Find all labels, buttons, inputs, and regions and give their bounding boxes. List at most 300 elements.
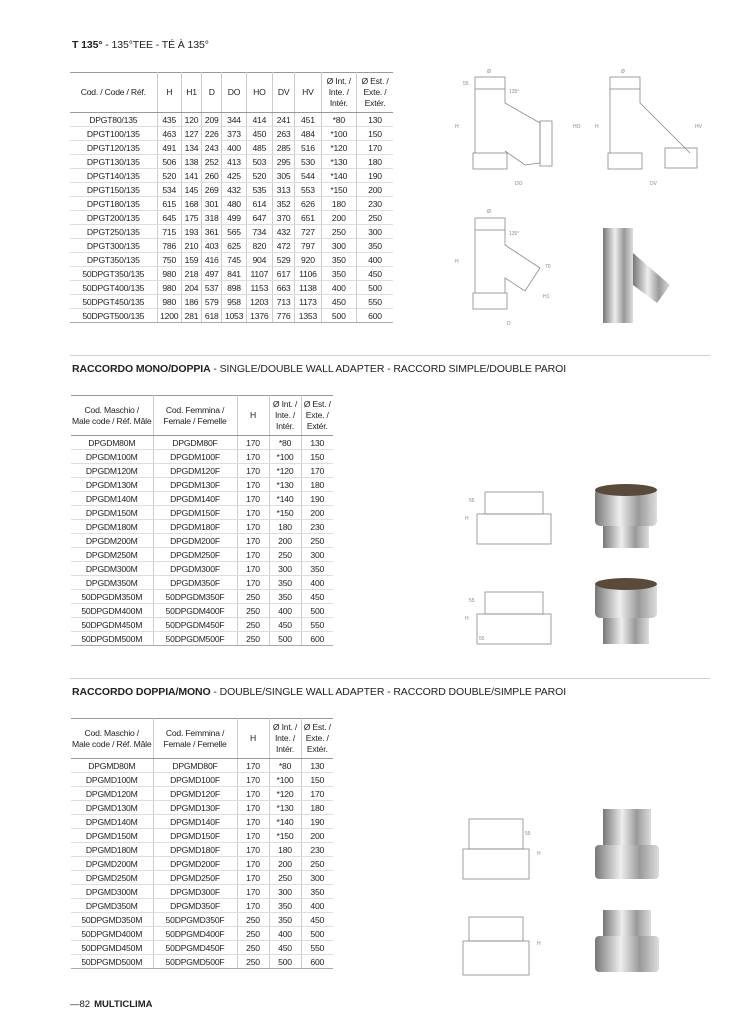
label-branch: 70	[545, 264, 551, 270]
table-cell: 250	[237, 604, 269, 618]
table-cell: 305	[272, 169, 294, 183]
table-cell: *100	[269, 773, 301, 787]
table-cell: 370	[272, 211, 294, 225]
table-cell: 300	[301, 871, 333, 885]
column-header: Cod. Femmina / Female / Femelle	[153, 396, 237, 436]
table-row	[70, 267, 393, 281]
table-row	[71, 618, 333, 632]
table-cell: 150	[301, 773, 333, 787]
table-cell: 190	[301, 492, 333, 506]
table-cell: 127	[181, 127, 201, 141]
table-cell: 715	[157, 225, 181, 239]
table-cell: 530	[295, 155, 321, 169]
table-cell: 190	[301, 815, 333, 829]
column-header: Ø Est. / Exte. / Extér.	[301, 396, 333, 436]
title-rest: - DOUBLE/SINGLE WALL ADAPTER - RACCORD DOUBLE/SIMPLE PAROI	[210, 686, 567, 698]
product-code-cell: DPGMD350M	[71, 899, 153, 913]
table-row	[70, 309, 393, 323]
table-cell: 200	[269, 857, 301, 871]
table-cell: 145	[181, 183, 201, 197]
table-cell: DPGDM250F	[153, 548, 237, 562]
table-cell: *80	[321, 113, 356, 127]
table-cell: *80	[269, 759, 301, 773]
header-row	[71, 719, 333, 759]
table-cell: 499	[222, 211, 246, 225]
table-cell: DPGDM180F	[153, 520, 237, 534]
table-row	[70, 141, 393, 155]
table-cell: 663	[272, 281, 294, 295]
table-cell: 734	[246, 225, 272, 239]
table-cell: 451	[295, 113, 321, 127]
column-header: HV	[295, 73, 321, 113]
table-cell: 350	[269, 913, 301, 927]
table-cell: 180	[269, 520, 301, 534]
table-cell: 1153	[246, 281, 272, 295]
table-cell: 170	[357, 141, 394, 155]
table-cell: 170	[237, 871, 269, 885]
table-cell: 820	[246, 239, 272, 253]
table-cell: 180	[301, 801, 333, 815]
table-cell: 250	[237, 941, 269, 955]
label-angle: 135°	[509, 231, 520, 237]
table-cell: 904	[246, 253, 272, 267]
column-header: H1	[181, 73, 201, 113]
label-h: H	[537, 851, 541, 857]
table-cell: 361	[202, 225, 222, 239]
table-cell: 416	[202, 253, 222, 267]
table-cell: 50DPGDM500F	[153, 632, 237, 646]
table-cell: 520	[157, 169, 181, 183]
table-cell: 300	[301, 548, 333, 562]
table-cell: 350	[321, 253, 356, 267]
table-cell: 350	[269, 576, 301, 590]
table-cell: *120	[321, 141, 356, 155]
table-cell: 130	[301, 436, 333, 450]
table-cell: 250	[237, 913, 269, 927]
table-cell: 281	[181, 309, 201, 323]
label-ring: 55	[479, 636, 485, 642]
column-header: Ø Int. / Inte. / Intér.	[321, 73, 356, 113]
table-cell: 269	[202, 183, 222, 197]
table-row	[71, 548, 333, 562]
label-diameter: Ø	[487, 69, 491, 75]
table-cell: DPGMD180F	[153, 843, 237, 857]
table-row	[71, 955, 333, 969]
table-cell: 1203	[246, 295, 272, 309]
table-row	[71, 857, 333, 871]
table-cell: 250	[237, 927, 269, 941]
t135-table	[70, 72, 393, 323]
table-cell: 553	[295, 183, 321, 197]
table-cell: 614	[246, 197, 272, 211]
table-cell: 491	[157, 141, 181, 155]
table-cell: 600	[301, 632, 333, 646]
table-cell: 352	[272, 197, 294, 211]
table-cell: 159	[181, 253, 201, 267]
table-cell: 180	[301, 478, 333, 492]
table-cell: 400	[269, 604, 301, 618]
table-cell: 350	[269, 590, 301, 604]
label-ring: 55	[469, 598, 475, 604]
table-cell: 745	[222, 253, 246, 267]
product-code-cell: 50DPGMD450M	[71, 941, 153, 955]
table-cell: 537	[202, 281, 222, 295]
table-cell: 550	[301, 618, 333, 632]
table-row	[71, 829, 333, 843]
product-code-cell: DPGMD100M	[71, 773, 153, 787]
table-cell: 472	[272, 239, 294, 253]
table-cell: 786	[157, 239, 181, 253]
product-code-cell: DPGT140/135	[70, 169, 157, 183]
table-cell: 450	[269, 618, 301, 632]
table-cell: 204	[181, 281, 201, 295]
table-cell: 250	[269, 871, 301, 885]
product-code-cell: 50DPGT400/135	[70, 281, 157, 295]
table-cell: 250	[237, 632, 269, 646]
table-cell: *140	[321, 169, 356, 183]
table-cell: 134	[181, 141, 201, 155]
table-cell: 1107	[246, 267, 272, 281]
table-cell: 186	[181, 295, 201, 309]
table-row	[71, 450, 333, 464]
table-cell: 450	[301, 590, 333, 604]
table-cell: *140	[269, 492, 301, 506]
product-code-cell: 50DPGMD500M	[71, 955, 153, 969]
label-hv: HV	[695, 124, 702, 130]
table-row	[70, 281, 393, 295]
table-cell: 520	[246, 169, 272, 183]
table-row	[71, 576, 333, 590]
product-code-cell: DPGDM300M	[71, 562, 153, 576]
table-cell: 600	[357, 309, 394, 323]
column-header: HO	[246, 73, 272, 113]
table-row	[71, 941, 333, 955]
table-cell: 150	[301, 450, 333, 464]
table-cell: 535	[246, 183, 272, 197]
table-cell: 200	[301, 506, 333, 520]
table-cell: DPGDM300F	[153, 562, 237, 576]
t135-photo	[603, 228, 670, 323]
table-cell: 170	[237, 829, 269, 843]
table-cell: 400	[301, 899, 333, 913]
table-cell: 617	[272, 267, 294, 281]
table-cell: 243	[202, 141, 222, 155]
column-header: Cod. Maschio / Male code / Réf. Mâle	[71, 719, 153, 759]
table-cell: 170	[237, 801, 269, 815]
table-cell: 500	[321, 309, 356, 323]
table-cell: 170	[237, 857, 269, 871]
table-cell: 50DPGDM450F	[153, 618, 237, 632]
product-code-cell: DPGMD120M	[71, 787, 153, 801]
table-cell: 450	[321, 295, 356, 309]
table-cell: DPGMD150F	[153, 829, 237, 843]
table-cell: 534	[157, 183, 181, 197]
table-cell: 130	[301, 759, 333, 773]
table-cell: *150	[321, 183, 356, 197]
table-cell: 425	[222, 169, 246, 183]
table-cell: 480	[222, 197, 246, 211]
table-cell: 727	[295, 225, 321, 239]
label-ring: 55	[463, 81, 469, 87]
table-cell: *130	[321, 155, 356, 169]
table-cell: 400	[301, 576, 333, 590]
column-header: Cod. Maschio / Male code / Réf. Mâle	[71, 396, 153, 436]
section-title-mono-doppia	[72, 363, 566, 375]
table-row	[70, 239, 393, 253]
table-cell: 285	[272, 141, 294, 155]
table-cell: 600	[301, 955, 333, 969]
table-row	[71, 927, 333, 941]
table-cell: 920	[295, 253, 321, 267]
table-cell: 500	[269, 632, 301, 646]
table-cell: 50DPGMD450F	[153, 941, 237, 955]
page-number: —82	[70, 999, 91, 1010]
table-cell: *140	[269, 815, 301, 829]
table-cell: 980	[157, 295, 181, 309]
table-cell: DPGDM120F	[153, 464, 237, 478]
column-header: Cod. / Code / Réf.	[70, 73, 157, 113]
label-angle: 135°	[509, 89, 520, 95]
product-code-cell: DPGDM100M	[71, 450, 153, 464]
column-header: DV	[272, 73, 294, 113]
table-cell: 260	[202, 169, 222, 183]
table-cell: 713	[272, 295, 294, 309]
table-cell: 1106	[295, 267, 321, 281]
table-row	[71, 520, 333, 534]
table-cell: 193	[181, 225, 201, 239]
table-cell: *130	[269, 801, 301, 815]
table-cell: 500	[357, 281, 394, 295]
doppia-mono-drawings	[455, 795, 685, 985]
table-cell: 250	[269, 548, 301, 562]
table-cell: 414	[246, 113, 272, 127]
table-cell: 484	[295, 127, 321, 141]
table-cell: 170	[237, 576, 269, 590]
table-cell: *120	[269, 464, 301, 478]
mono-doppia-photo	[595, 484, 657, 644]
table-cell: 413	[222, 155, 246, 169]
table-cell: 980	[157, 267, 181, 281]
table-cell: 200	[357, 183, 394, 197]
product-code-cell: DPGT120/135	[70, 141, 157, 155]
product-code-cell: DPGT350/135	[70, 253, 157, 267]
table-cell: 350	[269, 899, 301, 913]
table-cell: DPGDM200F	[153, 534, 237, 548]
table-cell: 1138	[295, 281, 321, 295]
table-cell: 403	[202, 239, 222, 253]
table-cell: 170	[237, 562, 269, 576]
product-code-cell: DPGMD150M	[71, 829, 153, 843]
doppia-mono-table	[71, 718, 333, 969]
table-cell: DPGMD200F	[153, 857, 237, 871]
table-row	[71, 913, 333, 927]
section-divider	[70, 355, 710, 356]
table-cell: 463	[157, 127, 181, 141]
table-cell: 230	[357, 197, 394, 211]
product-code-cell: DPGDM130M	[71, 478, 153, 492]
product-code-cell: DPGT300/135	[70, 239, 157, 253]
title-bold: RACCORDO MONO/DOPPIA	[72, 363, 211, 375]
table-cell: *150	[269, 506, 301, 520]
table-cell: 344	[222, 113, 246, 127]
product-code-cell: 50DPGDM450M	[71, 618, 153, 632]
product-code-cell: DPGMD80M	[71, 759, 153, 773]
label-h: H	[455, 124, 459, 130]
column-header: Ø Est. / Exte. / Extér.	[357, 73, 394, 113]
table-row	[71, 478, 333, 492]
label-h: H	[455, 259, 459, 265]
table-row	[70, 127, 393, 141]
section-divider	[70, 678, 710, 679]
table-cell: 168	[181, 197, 201, 211]
column-header: DO	[222, 73, 246, 113]
product-code-cell: DPGT150/135	[70, 183, 157, 197]
table-cell: 230	[301, 843, 333, 857]
table-cell: 544	[295, 169, 321, 183]
table-cell: 432	[222, 183, 246, 197]
product-code-cell: DPGT200/135	[70, 211, 157, 225]
table-cell: 170	[237, 436, 269, 450]
product-code-cell: DPGDM140M	[71, 492, 153, 506]
table-cell: 529	[272, 253, 294, 267]
product-code-cell: DPGDM250M	[71, 548, 153, 562]
column-header: Cod. Femmina / Female / Femelle	[153, 719, 237, 759]
label-h: H	[537, 941, 541, 947]
table-cell: 250	[301, 534, 333, 548]
table-cell: 120	[181, 113, 201, 127]
table-cell: 506	[157, 155, 181, 169]
label-h1: H1	[543, 294, 550, 300]
table-cell: 625	[222, 239, 246, 253]
table-cell: 350	[321, 267, 356, 281]
mono-doppia-table	[71, 395, 333, 646]
table-cell: 252	[202, 155, 222, 169]
doppia-mono-photo	[595, 809, 659, 972]
product-code-cell: DPGT130/135	[70, 155, 157, 169]
table-cell: DPGMD250F	[153, 871, 237, 885]
table-cell: 250	[357, 211, 394, 225]
label-h: H	[465, 616, 469, 622]
table-cell: 1376	[246, 309, 272, 323]
table-row	[71, 534, 333, 548]
table-cell: 170	[237, 534, 269, 548]
table-cell: 503	[246, 155, 272, 169]
table-row	[70, 183, 393, 197]
section-title-t135	[72, 39, 209, 51]
brand-name: MULTICLIMA	[94, 999, 153, 1010]
table-cell: 300	[321, 239, 356, 253]
table-row	[71, 604, 333, 618]
title-rest: - SINGLE/DOUBLE WALL ADAPTER - RACCORD SIMPLE/DOUBLE PAROI	[210, 363, 567, 375]
product-code-cell: 50DPGDM350M	[71, 590, 153, 604]
table-cell: DPGMD130F	[153, 801, 237, 815]
table-cell: 200	[301, 829, 333, 843]
table-cell: 651	[295, 211, 321, 225]
table-cell: 170	[301, 787, 333, 801]
table-cell: 170	[237, 450, 269, 464]
column-header: H	[157, 73, 181, 113]
table-cell: 295	[272, 155, 294, 169]
table-cell: 485	[246, 141, 272, 155]
table-cell: 647	[246, 211, 272, 225]
label-do: DO	[515, 181, 523, 187]
product-code-cell: DPGDM180M	[71, 520, 153, 534]
product-code-cell: DPGMD180M	[71, 843, 153, 857]
table-cell: 170	[237, 815, 269, 829]
table-cell: 450	[269, 941, 301, 955]
page-footer	[70, 999, 152, 1010]
table-cell: 170	[237, 899, 269, 913]
table-row	[70, 113, 393, 127]
column-header: H	[237, 719, 269, 759]
table-cell: 230	[301, 520, 333, 534]
table-cell: 400	[222, 141, 246, 155]
table-cell: 516	[295, 141, 321, 155]
column-header: Ø Int. / Inte. / Intér.	[269, 396, 301, 436]
product-code-cell: DPGDM80M	[71, 436, 153, 450]
product-code-cell: DPGDM200M	[71, 534, 153, 548]
table-row	[71, 773, 333, 787]
table-cell: 170	[237, 773, 269, 787]
table-cell: 497	[202, 267, 222, 281]
product-code-cell: DPGMD200M	[71, 857, 153, 871]
product-code-cell: 50DPGMD400M	[71, 927, 153, 941]
table-cell: 50DPGMD350F	[153, 913, 237, 927]
product-code-cell: DPGT180/135	[70, 197, 157, 211]
table-cell: 350	[357, 239, 394, 253]
table-cell: 373	[222, 127, 246, 141]
table-row	[71, 843, 333, 857]
label-diameter: Ø	[621, 69, 625, 75]
table-cell: DPGDM100F	[153, 450, 237, 464]
table-cell: 170	[237, 759, 269, 773]
product-code-cell: DPGT250/135	[70, 225, 157, 239]
table-cell: *130	[269, 478, 301, 492]
product-code-cell: DPGDM120M	[71, 464, 153, 478]
table-cell: 170	[237, 843, 269, 857]
title-rest: - 135°TEE - TÉ À 135°	[102, 39, 209, 51]
product-code-cell: DPGMD130M	[71, 801, 153, 815]
table-cell: 550	[357, 295, 394, 309]
product-code-cell: 50DPGT500/135	[70, 309, 157, 323]
table-cell: 250	[237, 955, 269, 969]
header-row	[71, 396, 333, 436]
table-cell: DPGMD350F	[153, 899, 237, 913]
table-cell: DPGDM130F	[153, 478, 237, 492]
table-cell: 138	[181, 155, 201, 169]
label-dv: DV	[650, 181, 657, 187]
table-cell: 130	[357, 113, 394, 127]
header-row	[70, 73, 393, 113]
table-cell: 626	[295, 197, 321, 211]
table-cell: 250	[237, 590, 269, 604]
table-cell: DPGDM140F	[153, 492, 237, 506]
table-cell: 400	[321, 281, 356, 295]
table-cell: 797	[295, 239, 321, 253]
t135-technical-drawings	[445, 63, 710, 338]
product-code-cell: 50DPGDM400M	[71, 604, 153, 618]
table-cell: 150	[357, 127, 394, 141]
table-cell: 50DPGDM400F	[153, 604, 237, 618]
table-cell: 175	[181, 211, 201, 225]
product-code-cell: DPGMD300M	[71, 885, 153, 899]
table-row	[70, 155, 393, 169]
table-row	[71, 492, 333, 506]
table-cell: 579	[202, 295, 222, 309]
table-cell: 170	[237, 520, 269, 534]
table-row	[71, 815, 333, 829]
table-cell: 300	[357, 225, 394, 239]
